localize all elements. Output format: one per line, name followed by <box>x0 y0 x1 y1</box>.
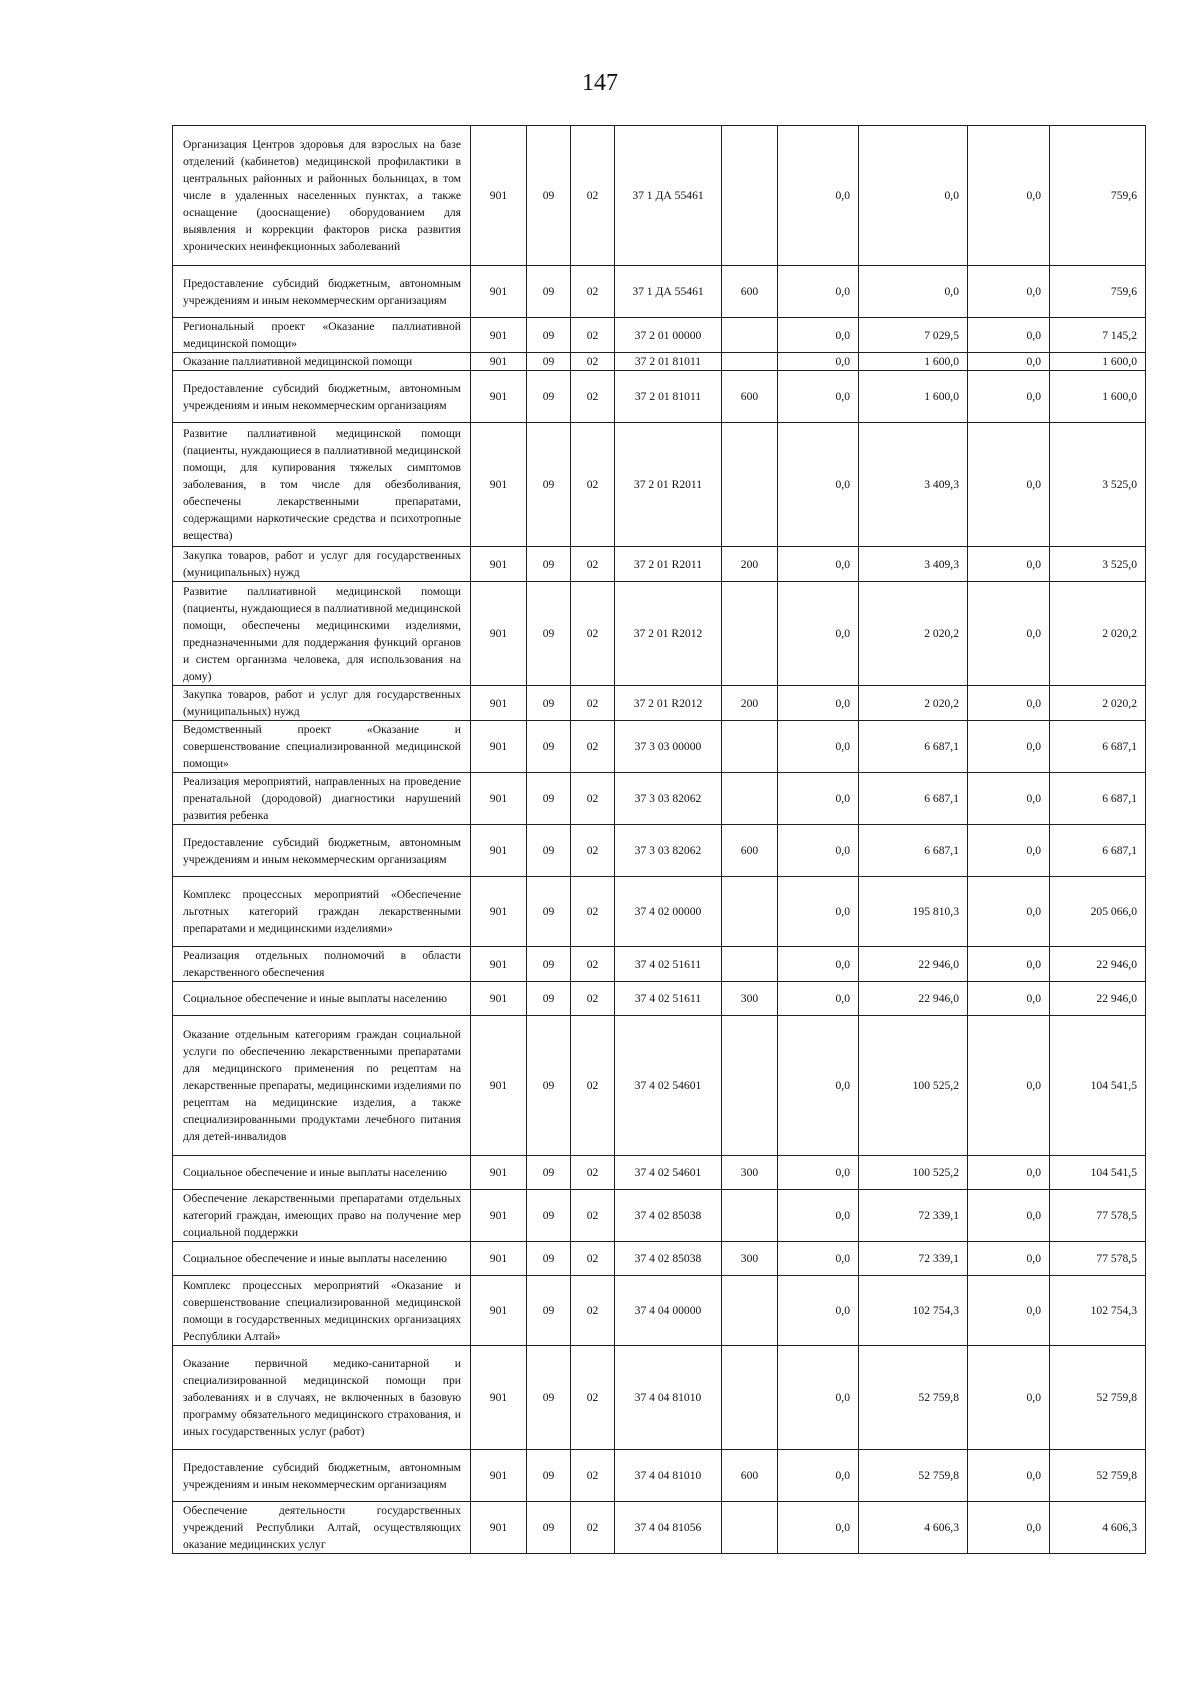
table-row <box>173 825 1146 877</box>
row-amount-2: 0,0 <box>859 266 968 318</box>
row-name: Ведомственный проект «Оказание и совершенствование специализированной медицинской помощи» <box>173 721 471 773</box>
row-amount-3: 0,0 <box>968 877 1050 947</box>
row-amount-4: 6 687,1 <box>1050 825 1146 877</box>
row-expense-type <box>722 947 778 982</box>
row-grbs-code: 901 <box>471 773 527 825</box>
row-amount-4: 2 020,2 <box>1050 582 1146 686</box>
row-amount-4: 1 600,0 <box>1050 371 1146 423</box>
table-row <box>173 721 1146 773</box>
row-subsection-code: 02 <box>571 318 615 353</box>
row-target-article: 37 2 01 00000 <box>615 318 722 353</box>
row-section-code: 09 <box>527 1450 571 1502</box>
row-name: Реализация мероприятий, направленных на проведение пренатальной (дородовой) диагностики нарушений развития ребенка <box>173 773 471 825</box>
row-name: Предоставление субсидий бюджетным, автономным учреждениям и иным некоммерческим организациям <box>173 1450 471 1502</box>
row-amount-3: 0,0 <box>968 423 1050 547</box>
row-amount-2: 6 687,1 <box>859 773 968 825</box>
row-expense-type: 300 <box>722 1156 778 1190</box>
row-amount-4: 104 541,5 <box>1050 1016 1146 1156</box>
row-amount-1: 0,0 <box>778 947 859 982</box>
table-row <box>173 371 1146 423</box>
row-amount-1: 0,0 <box>778 825 859 877</box>
row-name: Предоставление субсидий бюджетным, автономным учреждениям и иным некоммерческим организациям <box>173 825 471 877</box>
row-subsection-code: 02 <box>571 721 615 773</box>
row-amount-3: 0,0 <box>968 773 1050 825</box>
row-amount-2: 52 759,8 <box>859 1346 968 1450</box>
page-number: 147 <box>582 70 618 96</box>
row-amount-1: 0,0 <box>778 582 859 686</box>
row-target-article: 37 2 01 81011 <box>615 353 722 371</box>
table-row <box>173 353 1146 371</box>
table-row <box>173 1276 1146 1346</box>
row-amount-2: 2 020,2 <box>859 582 968 686</box>
row-amount-4: 77 578,5 <box>1050 1190 1146 1242</box>
row-section-code: 09 <box>527 686 571 721</box>
row-amount-4: 205 066,0 <box>1050 877 1146 947</box>
row-subsection-code: 02 <box>571 1242 615 1276</box>
row-grbs-code: 901 <box>471 982 527 1016</box>
row-amount-2: 72 339,1 <box>859 1242 968 1276</box>
row-grbs-code: 901 <box>471 266 527 318</box>
row-grbs-code: 901 <box>471 686 527 721</box>
row-amount-2: 100 525,2 <box>859 1016 968 1156</box>
row-amount-4: 6 687,1 <box>1050 773 1146 825</box>
row-name: Реализация отдельных полномочий в области лекарственного обеспечения <box>173 947 471 982</box>
row-amount-3: 0,0 <box>968 582 1050 686</box>
row-name: Социальное обеспечение и иные выплаты населению <box>173 1156 471 1190</box>
row-amount-4: 52 759,8 <box>1050 1450 1146 1502</box>
row-section-code: 09 <box>527 1156 571 1190</box>
row-grbs-code: 901 <box>471 582 527 686</box>
row-grbs-code: 901 <box>471 1502 527 1554</box>
row-grbs-code: 901 <box>471 423 527 547</box>
row-grbs-code: 901 <box>471 721 527 773</box>
row-expense-type: 600 <box>722 825 778 877</box>
row-target-article: 37 4 02 51611 <box>615 982 722 1016</box>
row-subsection-code: 02 <box>571 1016 615 1156</box>
row-amount-3: 0,0 <box>968 1156 1050 1190</box>
row-target-article: 37 2 01 81011 <box>615 371 722 423</box>
row-target-article: 37 2 01 R2011 <box>615 547 722 582</box>
row-amount-2: 102 754,3 <box>859 1276 968 1346</box>
row-amount-3: 0,0 <box>968 1242 1050 1276</box>
row-grbs-code: 901 <box>471 547 527 582</box>
row-amount-1: 0,0 <box>778 1346 859 1450</box>
row-amount-4: 759,6 <box>1050 266 1146 318</box>
row-expense-type: 600 <box>722 266 778 318</box>
row-name: Предоставление субсидий бюджетным, автономным учреждениям и иным некоммерческим организациям <box>173 266 471 318</box>
row-amount-2: 52 759,8 <box>859 1450 968 1502</box>
row-name: Обеспечение лекарственными препаратами отдельных категорий граждан, имеющих право на получение мер социальной поддержки <box>173 1190 471 1242</box>
row-name: Закупка товаров, работ и услуг для государственных (муниципальных) нужд <box>173 686 471 721</box>
row-subsection-code: 02 <box>571 266 615 318</box>
table-row <box>173 877 1146 947</box>
row-amount-1: 0,0 <box>778 686 859 721</box>
row-amount-3: 0,0 <box>968 982 1050 1016</box>
row-subsection-code: 02 <box>571 1346 615 1450</box>
row-amount-4: 1 600,0 <box>1050 353 1146 371</box>
row-target-article: 37 1 ДА 55461 <box>615 266 722 318</box>
row-expense-type: 200 <box>722 547 778 582</box>
row-name: Комплекс процессных мероприятий «Оказание и совершенствование специализированной медицинской помощи в государственных медицинских организациях Республики Алтай» <box>173 1276 471 1346</box>
row-amount-3: 0,0 <box>968 266 1050 318</box>
row-amount-4: 6 687,1 <box>1050 721 1146 773</box>
row-name: Социальное обеспечение и иные выплаты населению <box>173 1242 471 1276</box>
row-expense-type: 600 <box>722 371 778 423</box>
row-name: Закупка товаров, работ и услуг для государственных (муниципальных) нужд <box>173 547 471 582</box>
row-expense-type <box>722 877 778 947</box>
row-amount-1: 0,0 <box>778 1190 859 1242</box>
table-row <box>173 266 1146 318</box>
row-target-article: 37 1 ДА 55461 <box>615 126 722 266</box>
row-section-code: 09 <box>527 423 571 547</box>
row-amount-2: 3 409,3 <box>859 547 968 582</box>
row-target-article: 37 4 02 00000 <box>615 877 722 947</box>
row-subsection-code: 02 <box>571 353 615 371</box>
row-grbs-code: 901 <box>471 371 527 423</box>
row-amount-2: 4 606,3 <box>859 1502 968 1554</box>
row-amount-4: 102 754,3 <box>1050 1276 1146 1346</box>
row-grbs-code: 901 <box>471 947 527 982</box>
row-section-code: 09 <box>527 947 571 982</box>
row-subsection-code: 02 <box>571 825 615 877</box>
table-row <box>173 582 1146 686</box>
row-subsection-code: 02 <box>571 1450 615 1502</box>
row-subsection-code: 02 <box>571 877 615 947</box>
row-amount-4: 52 759,8 <box>1050 1346 1146 1450</box>
row-amount-1: 0,0 <box>778 266 859 318</box>
row-grbs-code: 901 <box>471 1346 527 1450</box>
row-target-article: 37 3 03 00000 <box>615 721 722 773</box>
row-section-code: 09 <box>527 877 571 947</box>
row-grbs-code: 901 <box>471 126 527 266</box>
row-expense-type <box>722 582 778 686</box>
row-amount-3: 0,0 <box>968 721 1050 773</box>
row-expense-type: 200 <box>722 686 778 721</box>
row-section-code: 09 <box>527 721 571 773</box>
row-amount-2: 72 339,1 <box>859 1190 968 1242</box>
row-amount-4: 22 946,0 <box>1050 982 1146 1016</box>
row-subsection-code: 02 <box>571 582 615 686</box>
row-grbs-code: 901 <box>471 1016 527 1156</box>
row-expense-type <box>722 353 778 371</box>
row-expense-type <box>722 1016 778 1156</box>
row-target-article: 37 3 03 82062 <box>615 825 722 877</box>
row-target-article: 37 4 04 00000 <box>615 1276 722 1346</box>
row-subsection-code: 02 <box>571 423 615 547</box>
table-row <box>173 1016 1146 1156</box>
row-amount-2: 7 029,5 <box>859 318 968 353</box>
row-subsection-code: 02 <box>571 686 615 721</box>
row-name: Социальное обеспечение и иные выплаты населению <box>173 982 471 1016</box>
budget-table <box>172 125 1146 1554</box>
row-grbs-code: 901 <box>471 825 527 877</box>
row-amount-1: 0,0 <box>778 126 859 266</box>
row-amount-1: 0,0 <box>778 1502 859 1554</box>
budget-table-body <box>173 126 1146 1554</box>
row-name: Оказание отдельным категориям граждан социальной услуги по обеспечению лекарственными препаратами для медицинского применения по рецептам на лекарственные препараты, медицинскими изделиями по рецептам на медицинские изделия, а также специализированными продуктами лечебного питания для детей-инвалидов <box>173 1016 471 1156</box>
table-row <box>173 423 1146 547</box>
row-amount-2: 2 020,2 <box>859 686 968 721</box>
row-grbs-code: 901 <box>471 353 527 371</box>
row-subsection-code: 02 <box>571 126 615 266</box>
row-name: Развитие паллиативной медицинской помощи (пациенты, нуждающиеся в паллиативной медицинской помощи, для купирования тяжелых симптомов заболевания, в том числе для обезболивания, обеспечены лекарственными препаратами, содержащими наркотические средства и психотропные вещества) <box>173 423 471 547</box>
row-expense-type: 300 <box>722 982 778 1016</box>
row-section-code: 09 <box>527 1346 571 1450</box>
row-expense-type: 300 <box>722 1242 778 1276</box>
table-row <box>173 318 1146 353</box>
row-subsection-code: 02 <box>571 547 615 582</box>
row-name: Комплекс процессных мероприятий «Обеспечение льготных категорий граждан лекарственными препаратами и медицинскими изделиями» <box>173 877 471 947</box>
row-subsection-code: 02 <box>571 1502 615 1554</box>
row-grbs-code: 901 <box>471 1242 527 1276</box>
row-section-code: 09 <box>527 547 571 582</box>
table-row <box>173 547 1146 582</box>
row-subsection-code: 02 <box>571 947 615 982</box>
row-amount-1: 0,0 <box>778 721 859 773</box>
row-expense-type <box>722 1346 778 1450</box>
row-section-code: 09 <box>527 126 571 266</box>
table-row <box>173 686 1146 721</box>
row-amount-4: 2 020,2 <box>1050 686 1146 721</box>
row-amount-1: 0,0 <box>778 371 859 423</box>
row-amount-2: 0,0 <box>859 126 968 266</box>
row-name: Организация Центров здоровья для взрослых на базе отделений (кабинетов) медицинской профилактики в центральных районных и районных больницах, в том числе в удаленных населенных пунктах, а также оснащение (дооснащение) оборудованием для выявления и коррекции факторов риска развития хронических неинфекционных заболеваний <box>173 126 471 266</box>
table-row <box>173 1242 1146 1276</box>
row-expense-type <box>722 1190 778 1242</box>
row-subsection-code: 02 <box>571 1190 615 1242</box>
row-expense-type <box>722 1502 778 1554</box>
row-section-code: 09 <box>527 318 571 353</box>
row-section-code: 09 <box>527 353 571 371</box>
row-amount-1: 0,0 <box>778 318 859 353</box>
row-expense-type <box>722 423 778 547</box>
row-target-article: 37 4 02 54601 <box>615 1016 722 1156</box>
row-expense-type: 600 <box>722 1450 778 1502</box>
row-amount-2: 3 409,3 <box>859 423 968 547</box>
row-amount-4: 3 525,0 <box>1050 423 1146 547</box>
row-name: Предоставление субсидий бюджетным, автономным учреждениям и иным некоммерческим организациям <box>173 371 471 423</box>
row-name: Оказание паллиативной медицинской помощи <box>173 353 471 371</box>
row-amount-4: 759,6 <box>1050 126 1146 266</box>
row-amount-3: 0,0 <box>968 547 1050 582</box>
row-amount-1: 0,0 <box>778 353 859 371</box>
row-section-code: 09 <box>527 773 571 825</box>
row-target-article: 37 4 04 81056 <box>615 1502 722 1554</box>
row-amount-1: 0,0 <box>778 423 859 547</box>
row-subsection-code: 02 <box>571 371 615 423</box>
row-amount-3: 0,0 <box>968 371 1050 423</box>
row-target-article: 37 3 03 82062 <box>615 773 722 825</box>
table-row <box>173 1156 1146 1190</box>
row-amount-3: 0,0 <box>968 353 1050 371</box>
row-amount-1: 0,0 <box>778 877 859 947</box>
row-subsection-code: 02 <box>571 982 615 1016</box>
row-expense-type <box>722 1276 778 1346</box>
row-section-code: 09 <box>527 582 571 686</box>
row-amount-3: 0,0 <box>968 686 1050 721</box>
row-target-article: 37 4 04 81010 <box>615 1450 722 1502</box>
row-name: Развитие паллиативной медицинской помощи (пациенты, нуждающиеся в паллиативной медицинской помощи, обеспечены медицинскими изделиями, предназначенными для поддержания функций органов и систем организма человека, для использования на дому) <box>173 582 471 686</box>
row-amount-2: 22 946,0 <box>859 982 968 1016</box>
row-amount-3: 0,0 <box>968 1502 1050 1554</box>
row-target-article: 37 4 04 81010 <box>615 1346 722 1450</box>
row-target-article: 37 4 02 85038 <box>615 1242 722 1276</box>
row-amount-1: 0,0 <box>778 1450 859 1502</box>
table-row <box>173 1346 1146 1450</box>
row-amount-1: 0,0 <box>778 1016 859 1156</box>
row-section-code: 09 <box>527 825 571 877</box>
row-amount-1: 0,0 <box>778 1156 859 1190</box>
row-amount-3: 0,0 <box>968 126 1050 266</box>
row-grbs-code: 901 <box>471 1276 527 1346</box>
row-amount-3: 0,0 <box>968 1346 1050 1450</box>
row-amount-1: 0,0 <box>778 1276 859 1346</box>
table-row <box>173 1190 1146 1242</box>
row-section-code: 09 <box>527 982 571 1016</box>
row-target-article: 37 4 02 51611 <box>615 947 722 982</box>
row-amount-3: 0,0 <box>968 1190 1050 1242</box>
row-amount-2: 100 525,2 <box>859 1156 968 1190</box>
row-amount-2: 1 600,0 <box>859 371 968 423</box>
row-grbs-code: 901 <box>471 1190 527 1242</box>
row-section-code: 09 <box>527 1276 571 1346</box>
row-amount-2: 6 687,1 <box>859 825 968 877</box>
row-subsection-code: 02 <box>571 1156 615 1190</box>
row-amount-1: 0,0 <box>778 1242 859 1276</box>
row-amount-4: 104 541,5 <box>1050 1156 1146 1190</box>
row-amount-4: 77 578,5 <box>1050 1242 1146 1276</box>
row-expense-type <box>722 721 778 773</box>
row-target-article: 37 2 01 R2012 <box>615 686 722 721</box>
row-amount-3: 0,0 <box>968 825 1050 877</box>
row-section-code: 09 <box>527 371 571 423</box>
row-amount-3: 0,0 <box>968 947 1050 982</box>
row-amount-3: 0,0 <box>968 1276 1050 1346</box>
row-name: Оказание первичной медико-санитарной и специализированной медицинской помощи при заболеваниях и в случаях, не включенных в базовую программу обязательного медицинского страхования, и иных государственных услуг (работ) <box>173 1346 471 1450</box>
row-name: Обеспечение деятельности государственных учреждений Республики Алтай, осуществляющих оказание медицинских услуг <box>173 1502 471 1554</box>
row-expense-type <box>722 773 778 825</box>
row-target-article: 37 2 01 R2012 <box>615 582 722 686</box>
row-amount-1: 0,0 <box>778 547 859 582</box>
row-amount-2: 1 600,0 <box>859 353 968 371</box>
row-section-code: 09 <box>527 1242 571 1276</box>
table-row <box>173 1450 1146 1502</box>
row-grbs-code: 901 <box>471 1156 527 1190</box>
row-amount-3: 0,0 <box>968 1016 1050 1156</box>
row-amount-2: 6 687,1 <box>859 721 968 773</box>
row-amount-3: 0,0 <box>968 1450 1050 1502</box>
row-amount-4: 22 946,0 <box>1050 947 1146 982</box>
row-section-code: 09 <box>527 1016 571 1156</box>
row-grbs-code: 901 <box>471 1450 527 1502</box>
row-amount-3: 0,0 <box>968 318 1050 353</box>
row-section-code: 09 <box>527 1502 571 1554</box>
row-amount-4: 4 606,3 <box>1050 1502 1146 1554</box>
row-amount-1: 0,0 <box>778 982 859 1016</box>
row-target-article: 37 4 02 85038 <box>615 1190 722 1242</box>
row-amount-1: 0,0 <box>778 773 859 825</box>
row-amount-4: 3 525,0 <box>1050 547 1146 582</box>
row-grbs-code: 901 <box>471 318 527 353</box>
row-name: Региональный проект «Оказание паллиативной медицинской помощи» <box>173 318 471 353</box>
row-subsection-code: 02 <box>571 1276 615 1346</box>
row-expense-type <box>722 318 778 353</box>
row-subsection-code: 02 <box>571 773 615 825</box>
row-amount-2: 195 810,3 <box>859 877 968 947</box>
table-row <box>173 982 1146 1016</box>
table-row <box>173 126 1146 266</box>
row-target-article: 37 2 01 R2011 <box>615 423 722 547</box>
row-section-code: 09 <box>527 266 571 318</box>
row-amount-4: 7 145,2 <box>1050 318 1146 353</box>
row-amount-2: 22 946,0 <box>859 947 968 982</box>
row-section-code: 09 <box>527 1190 571 1242</box>
table-row <box>173 947 1146 982</box>
table-row <box>173 773 1146 825</box>
row-target-article: 37 4 02 54601 <box>615 1156 722 1190</box>
row-expense-type <box>722 126 778 266</box>
row-grbs-code: 901 <box>471 877 527 947</box>
table-row <box>173 1502 1146 1554</box>
